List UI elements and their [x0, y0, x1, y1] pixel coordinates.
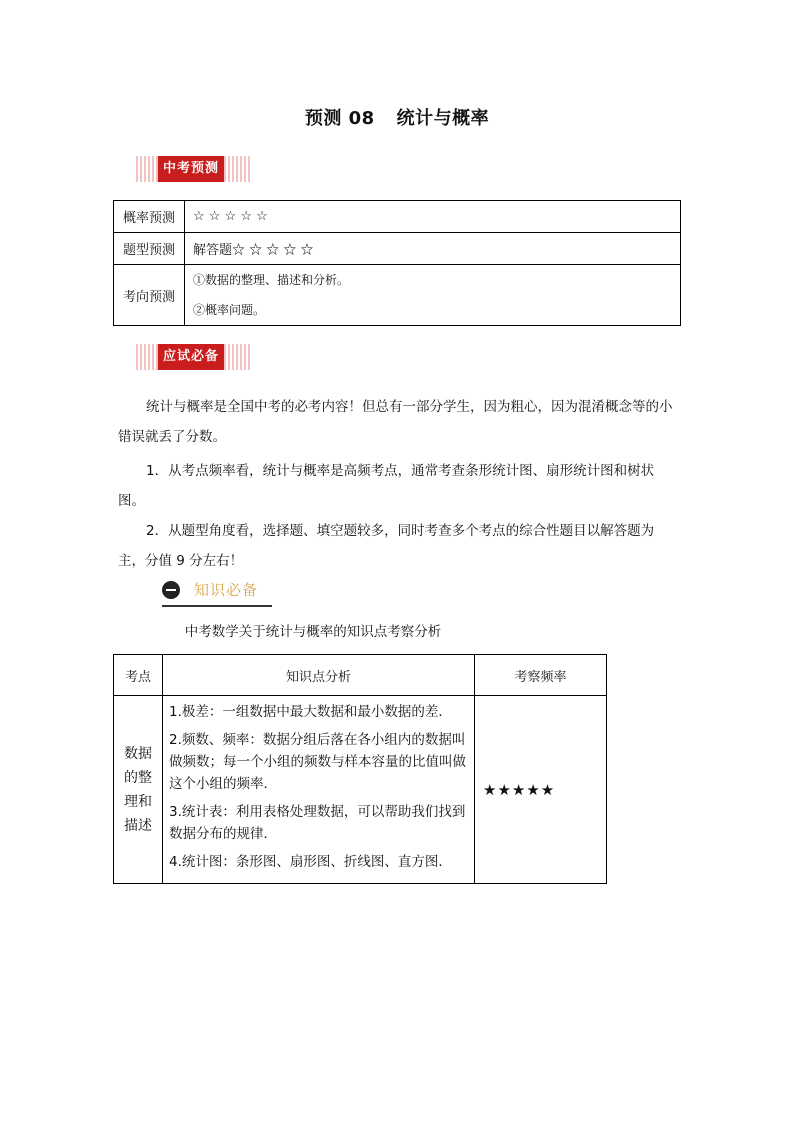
page-title — [0, 104, 794, 130]
row-value — [185, 265, 681, 326]
analysis-item: 1.极差：一组数据中最大数据和最小数据的差． — [169, 704, 452, 720]
analysis-item: 4.统计图：条形图、扇形图、折线图、直方图． — [169, 854, 452, 870]
knowledge-table — [113, 654, 607, 884]
point-paragraph-1: 1．从考点频率看，统计与概率是高频考点，通常考查条形统计图、扇形统计图和树状图。 — [118, 463, 655, 509]
prepare-banner-label: 应试必备 — [158, 344, 224, 370]
point-paragraph-2: 2．从题型角度看，选择题、填空题较多，同时考查多个考点的综合性题目以解答题为主，分值 9 分左右！ — [118, 523, 655, 569]
column-header: 考察频率 — [475, 655, 607, 696]
forecast-table — [113, 200, 681, 326]
table-row — [114, 265, 681, 326]
row-value: 解答题☆ ☆ ☆ ☆ ☆ — [185, 233, 681, 265]
prepare-banner — [136, 344, 252, 370]
trend-line-1: ①数据的整理、描述和分析。 — [193, 273, 350, 287]
forecast-banner-label: 中考预测 — [158, 156, 224, 182]
row-label: 题型预测 — [114, 233, 185, 265]
analysis-item: 2.频数、频率：数据分组后落在各小组内的数据叫做频数；每一个小组的频数与样本容量的比值叫做这个小组的频率． — [169, 732, 466, 792]
column-header: 知识点分析 — [163, 655, 475, 696]
analysis-item: 3.统计表：利用表格处理数据，可以帮助我们找到数据分布的规律． — [169, 804, 466, 842]
column-header: 考点 — [114, 655, 163, 696]
intro-paragraph: 统计与概率是全国中考的必考内容！但总有一部分学生，因为粗心，因为混淆概念等的小错误就丢了分数。 — [118, 399, 673, 445]
table-row — [114, 696, 607, 884]
forecast-banner — [136, 156, 252, 182]
point-cell: 数据的整理和描述 — [114, 696, 163, 884]
row-value: ☆ ☆ ☆ ☆ ☆ — [185, 201, 681, 233]
table-row — [114, 201, 681, 233]
trend-line-2: ②概率问题。 — [193, 303, 266, 317]
table-caption: 中考数学关于统计与概率的知识点考察分析 — [184, 624, 442, 640]
minus-circle-icon — [162, 581, 180, 599]
table-header-row — [114, 655, 607, 696]
row-label: 考向预测 — [114, 265, 185, 326]
section-heading — [162, 577, 272, 607]
title-prefix: 预测 08 — [304, 108, 375, 129]
title-main: 统计与概率 — [396, 108, 490, 129]
section-heading-text: 知识必备 — [194, 581, 259, 599]
row-label: 概率预测 — [114, 201, 185, 233]
frequency-cell: ★★★★★ — [475, 696, 607, 884]
analysis-cell — [163, 696, 475, 884]
table-row — [114, 233, 681, 265]
